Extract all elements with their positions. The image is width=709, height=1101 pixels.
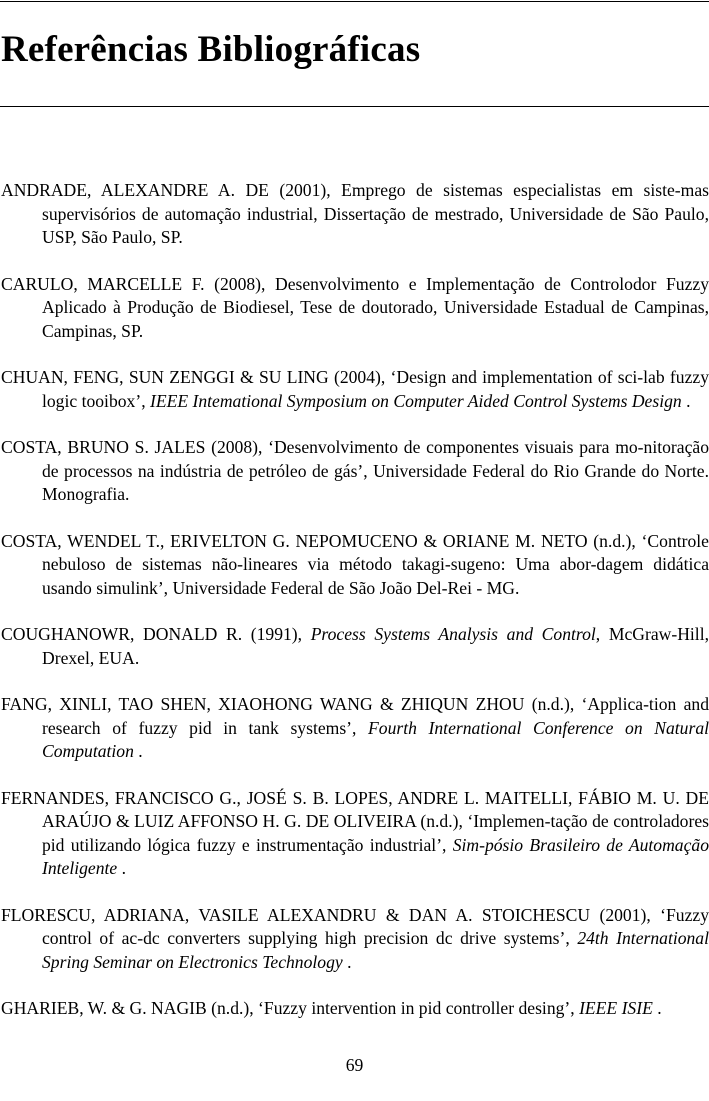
top-rule <box>0 1 709 2</box>
reference-venue: Process Systems Analysis and Control <box>310 624 596 644</box>
reference-tail: , McGraw-Hill, Drexel, EUA. <box>42 624 709 668</box>
reference-tail: . <box>117 858 127 878</box>
reference-entry <box>1 530 709 601</box>
page-title: Referências Bibliográficas <box>1 29 421 70</box>
reference-entry <box>1 693 709 764</box>
reference-entry <box>1 787 709 881</box>
reference-text: ANDRADE, ALEXANDRE A. DE (2001), Emprego de sistemas especialistas em siste-mas supervisórios de automação industrial, Dissertação de mestrado, Universidade de São Paulo, USP, São Paulo, SP. <box>1 180 709 247</box>
reference-tail: . <box>681 390 691 411</box>
reference-text: FANG, XINLI, TAO SHEN, XIAOHONG WANG & ZHIQUN ZHOU (n.d.), ‘Applica-tion and research of fuzzy pid in tank systems’, <box>1 694 709 738</box>
title-rule <box>0 106 709 107</box>
reference-text: FLORESCU, ADRIANA, VASILE ALEXANDRU & DAN A. STOICHESCU (2001), ‘Fuzzy control of ac-dc converters supplying high precision dc drive systems’, <box>1 904 709 948</box>
reference-entry <box>1 623 709 670</box>
reference-entry <box>1 997 709 1021</box>
reference-text: COSTA, BRUNO S. JALES (2008), ‘Desenvolvimento de componentes visuais para mo-nitoração de processos na indústria de petróleo de gás’, Universidade Federal do Rio Grande do Norte. Monografia. <box>1 437 709 504</box>
reference-tail: . <box>133 741 143 761</box>
reference-venue: 24th International Spring Seminar on Electronics Technology <box>42 928 709 972</box>
reference-entry <box>1 366 709 413</box>
reference-tail: . <box>652 998 662 1018</box>
reference-text: FERNANDES, FRANCISCO G., JOSÉ S. B. LOPES, ANDRE L. MAITELLI, FÁBIO M. U. DE ARAÚJO & LUIZ AFFONSO H. G. DE OLIVEIRA (n.d.), ‘Implemen-tação de controladores pid utilizando lógica fuzzy e instrumentação industrial’, <box>1 787 709 855</box>
reference-text: GHARIEB, W. & G. NAGIB (n.d.), ‘Fuzzy intervention in pid controller desing’, <box>1 998 580 1018</box>
reference-venue: Fourth International Conference on Natural Computation <box>42 717 709 761</box>
reference-entry <box>1 273 709 344</box>
reference-entry <box>1 436 709 507</box>
reference-tail: . <box>342 951 352 972</box>
reference-text: COSTA, WENDEL T., ERIVELTON G. NEPOMUCENO & ORIANE M. NETO (n.d.), ‘Controle nebuloso de sistemas não-lineares via método takagi-sugeno: Uma abor-dagem didática usando simulink’, Universidade Federal de São João Del-Rei - MG. <box>1 530 709 598</box>
reference-entry <box>1 179 709 250</box>
reference-venue: Sim-pósio Brasileiro de Automação Inteligente <box>42 834 709 878</box>
reference-venue: IEEE ISIE <box>579 998 653 1018</box>
reference-list <box>1 179 709 1044</box>
reference-text: COUGHANOWR, DONALD R. (1991), <box>1 624 311 644</box>
reference-entry <box>1 904 709 975</box>
reference-text: CARULO, MARCELLE F. (2008), Desenvolvimento e Implementação de Controlodor Fuzzy Aplicado à Produção de Biodiesel, Tese de doutorado, Universidade Estadual de Campinas, Campinas, SP. <box>1 273 709 341</box>
page-number: 69 <box>345 1055 364 1075</box>
reference-text: CHUAN, FENG, SUN ZENGGI & SU LING (2004), ‘Design and implementation of sci-lab fuzzy logic tooibox’, <box>1 367 709 411</box>
reference-venue: IEEE Intemational Symposium on Computer Aided Control Systems Design <box>150 390 682 411</box>
